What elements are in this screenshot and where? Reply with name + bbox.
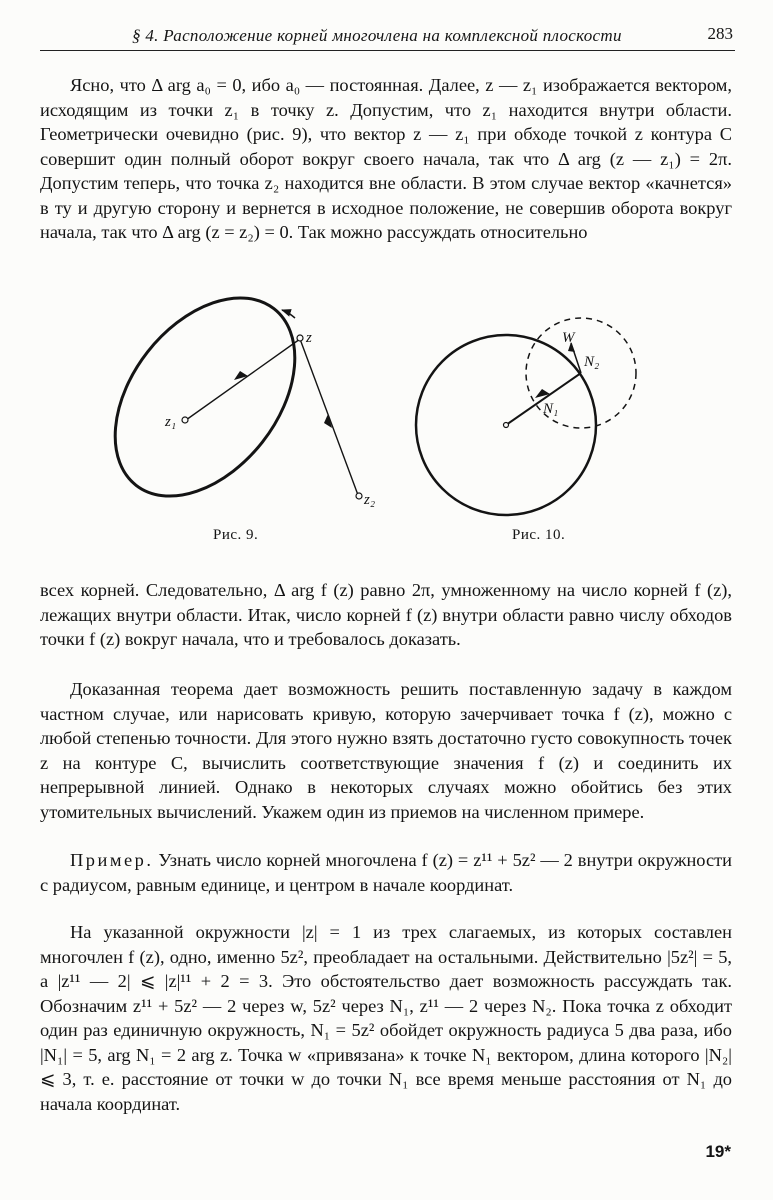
paragraph-2: всех корней. Следовательно, Δ arg f (z) равно 2π, умноженному на число корней f (z), лежащих внутри области. Итак, число корней f (z) внутри области равно числу обходов точки f (z) вокруг начала, что и требовалось доказать. xyxy=(40,580,732,649)
label-z: z xyxy=(306,330,312,346)
origin-point xyxy=(504,423,509,428)
page-number: 283 xyxy=(707,24,733,43)
label-n1: N₁ xyxy=(543,401,559,417)
vector-z-z1-arrowhead xyxy=(234,371,248,380)
page-header xyxy=(40,22,735,51)
example-lead: Пример. xyxy=(70,850,154,870)
point-z xyxy=(297,335,303,341)
figure-10 xyxy=(410,300,660,525)
point-z2 xyxy=(356,493,362,499)
running-title: § 4. Расположение корней многочлена на комплексной плоскости xyxy=(132,26,622,45)
paragraph-1: Ясно, что Δ arg a₀ = 0, ибо a₀ — постоянная. Далее, z — z₁ изображается вектором, исходящим из точки z₁ в точку z. Допустим, что z₁ находится внутри области. Геометрически очевидно (рис. 9), что вектор z — z₁ при обходе точкой z контура C совершит один полный оборот вокруг своего начала, так что Δ arg (z — z₁) = 2π. Допустим теперь, что точка z₂ находится вне области. В этом случае вектор «качнется» в ту и другую сторону и вернется в исходное положение, не совершив оборота вокруг начала, так что Δ arg (z = z₂) = 0. Так можно рассуждать относительно xyxy=(40,75,732,242)
contour-c xyxy=(90,290,331,520)
label-w: W xyxy=(562,330,575,346)
label-z2: z₂ xyxy=(364,492,376,508)
paragraph-3: Доказанная теорема дает возможность решить поставленную задачу в каждом частном случае, или нарисовать кривую, которую зачерчивает точка f (z), можно с любой степенью точности. Для этого нужно взять достаточно густо совокупность точек z на контуре C, вычислить соответствующие значения f (z) и соединить их непрерывной линией. Однако в некоторых случаях можно обойтись без этих утомительных вычислений. Укажем один из приемов на численном примере. xyxy=(40,679,732,822)
caption-fig10: Рис. 10. xyxy=(512,527,566,543)
example-text: Узнать число корней многочлена f (z) = z¹¹ + 5z² — 2 внутри окружности с радиусом, равным единице, и центром в начале координат. xyxy=(40,850,732,895)
caption-fig9: Рис. 9. xyxy=(213,527,259,543)
figure-9 xyxy=(90,290,410,520)
vector-z-z2 xyxy=(300,339,358,495)
label-n2: N₂ xyxy=(584,354,600,370)
point-z1 xyxy=(182,417,188,423)
signature-mark: 19* xyxy=(705,1142,731,1161)
paragraph-4 xyxy=(40,848,732,897)
label-z1: z₁ xyxy=(165,414,177,430)
paragraph-5: На указанной окружности |z| = 1 из трех слагаемых, из которых составлен многочлен f (z), одно, именно 5z², преобладает на остальными. Действительно |5z²| = 5, а |z¹¹ — 2| ⩽ |z|¹¹ + 2 = 3. Это обстоятельство дает возможность рассуждать так. Обозначим z¹¹ + 5z² — 2 через w, 5z² через N₁, z¹¹ — 2 через N₂. Пока точка z обходит один раз единичную окружность, N₁ = 5z² обойдет окружность радиуса 5 два раза, ибо |N₁| = 5, arg N₁ = 2 arg z. Точка w «привязана» к точке N₁ вектором, длина которого |N₂| ⩽ 3, т. е. расстояние от точки w до точки N₁ все время меньше расстояния от N₁ до начала координат. xyxy=(40,922,732,1114)
vector-n1 xyxy=(506,373,581,425)
